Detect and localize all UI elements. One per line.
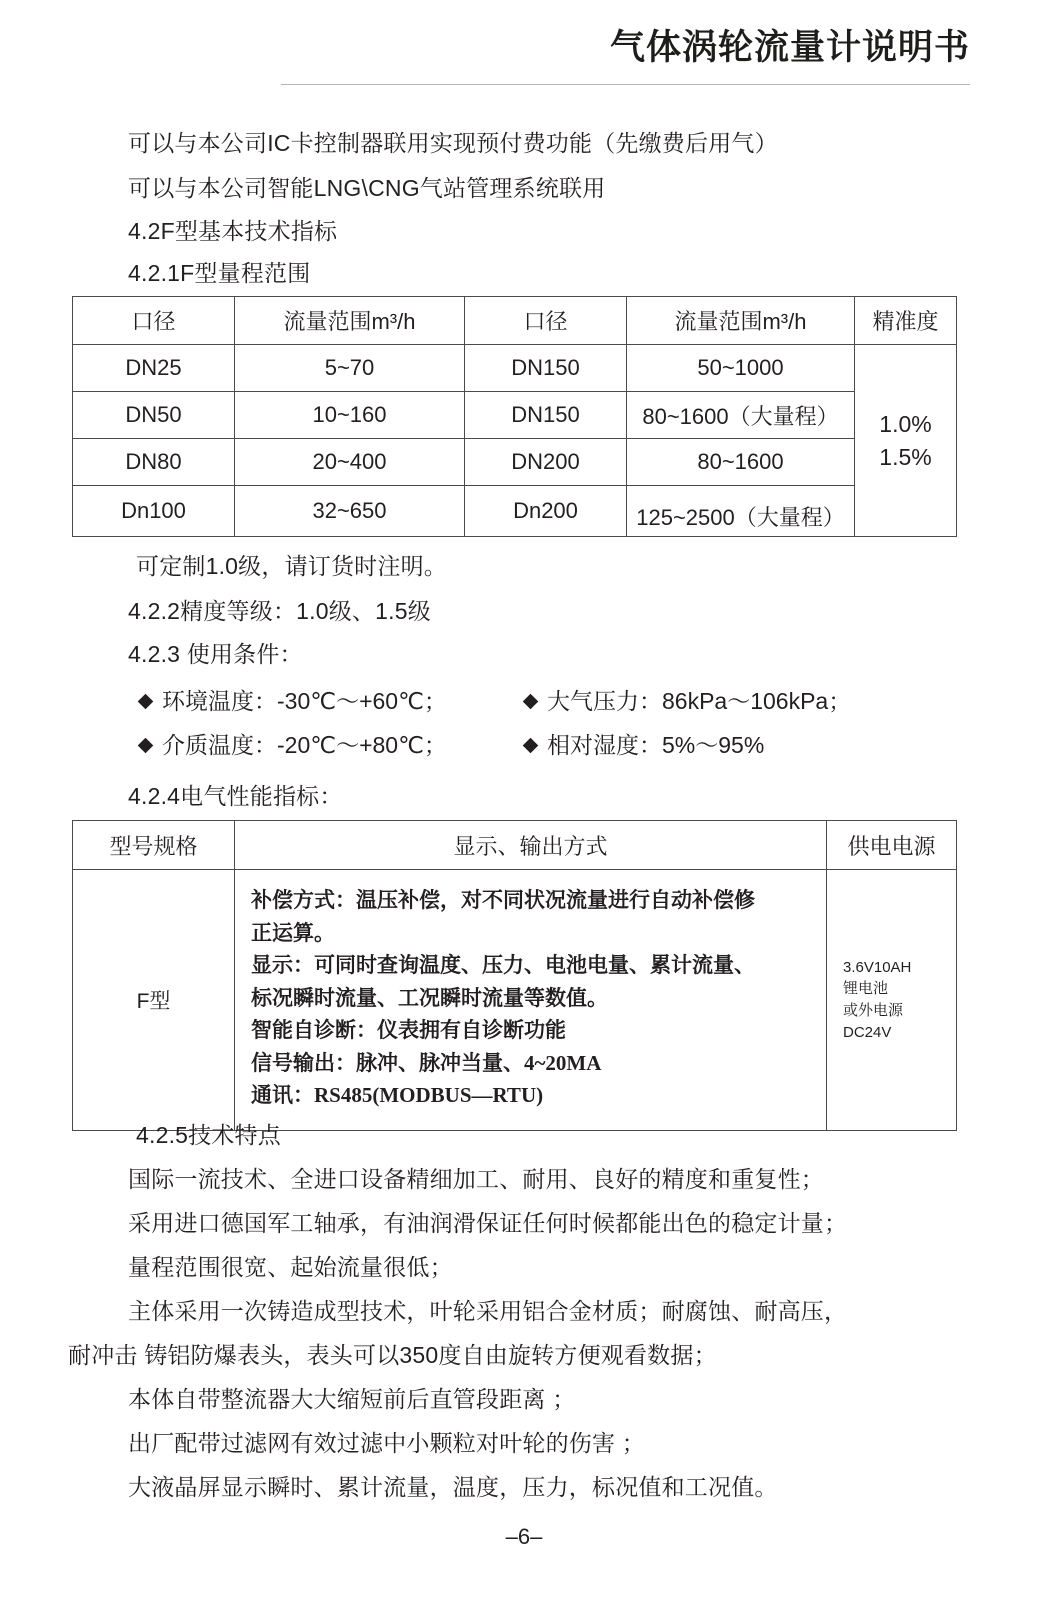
range-table — [72, 296, 957, 537]
cell-flow-1: 10~160 — [235, 392, 465, 439]
accuracy-value-1: 1.0% — [879, 410, 932, 437]
cell-diameter-1: DN50 — [73, 392, 235, 439]
cell-diameter-1: DN80 — [73, 439, 235, 486]
feature-item: 本体自带整流器大大缩短前后直管段距离 ； — [128, 1386, 576, 1412]
power-line: DC24V — [843, 1023, 892, 1041]
page-number: –6– — [505, 1524, 543, 1549]
section-heading-4-2-3: 4.2.3 使用条件： — [128, 641, 303, 667]
page-title: 气体涡轮流量计说明书 — [609, 28, 970, 67]
cell-diameter-2: Dn200 — [465, 486, 627, 537]
custom-grade-note: 可定制1.0级，请订货时注明。 — [136, 553, 447, 579]
display-line: 补偿方式：温压补偿，对不同状况流量进行自动补偿修 — [251, 888, 755, 912]
feature-item: 国际一流技术、全进口设备精细加工、耐用、良好的精度和重复性； — [128, 1166, 824, 1192]
condition-label: 相对湿度：5%～95% — [547, 732, 765, 758]
diamond-bullet-icon — [138, 694, 154, 710]
cell-flow-1: 5~70 — [235, 345, 465, 392]
section-heading-4-2-4: 4.2.4电气性能指标： — [128, 783, 343, 809]
power-line: 或外电源 — [843, 1002, 904, 1019]
table-row — [73, 345, 957, 392]
cell-flow-1: 32~650 — [235, 486, 465, 537]
cell-display-output — [235, 870, 827, 1131]
condition-label: 大气压力：86kPa～106kPa； — [547, 688, 852, 714]
cell-diameter-1: Dn100 — [73, 486, 235, 537]
section-heading-4-2-5: 4.2.5技术特点 — [136, 1122, 281, 1148]
display-line: 正运算。 — [251, 920, 335, 945]
column-header-flowrange-2: 流量范围m³/h — [627, 297, 855, 345]
column-header-model: 型号规格 — [73, 821, 235, 870]
column-header-diameter-1: 口径 — [73, 297, 235, 345]
cell-diameter-2: DN200 — [465, 439, 627, 486]
cell-flow-2: 50~1000 — [627, 345, 855, 392]
intro-line-2: 可以与本公司智能LNG\CNG气站管理系统联用 — [128, 175, 606, 201]
cell-flow-2: 80~1600（大量程） — [627, 392, 855, 439]
cell-diameter-1: DN25 — [73, 345, 235, 392]
feature-item: 出厂配带过滤网有效过滤中小颗粒对叶轮的伤害 ； — [128, 1430, 645, 1456]
table-header-row — [73, 297, 957, 345]
section-heading-4-2-1: 4.2.1F型量程范围 — [128, 260, 311, 286]
column-header-power-supply: 供电电源 — [827, 821, 957, 870]
feature-item: 量程范围很宽、起始流量很低； — [128, 1254, 453, 1280]
cell-flow-1: 20~400 — [235, 439, 465, 486]
table-row — [73, 870, 957, 1131]
display-line: 智能自诊断：仪表拥有自诊断功能 — [251, 1018, 566, 1043]
table-header-row — [73, 821, 957, 870]
cell-diameter-2: DN150 — [465, 345, 627, 392]
display-line: 通讯：RS485(MODBUS—RTU) — [251, 1083, 544, 1108]
feature-item: 耐冲击 铸铝防爆表头，表头可以350度自由旋转方便观看数据； — [68, 1342, 717, 1368]
electrical-spec-table — [72, 820, 957, 1131]
column-header-flowrange-1: 流量范围m³/h — [235, 297, 465, 345]
cell-diameter-2: DN150 — [465, 392, 627, 439]
display-line: 标况瞬时流量、工况瞬时流量等数值。 — [251, 985, 608, 1010]
display-line: 显示：可同时查询温度、压力、电池电量、累计流量、 — [251, 953, 755, 978]
cell-flow-2: 80~1600 — [627, 439, 855, 486]
power-line: 3.6V10AH — [843, 958, 912, 976]
condition-label: 环境温度：-30℃～+60℃； — [162, 688, 447, 714]
table-row — [73, 439, 957, 486]
power-line: 锂电池 — [843, 980, 889, 998]
display-line: 信号输出：脉冲、脉冲当量、4~20MA — [251, 1050, 602, 1075]
condition-ambient-temperature — [140, 690, 447, 713]
table-row — [73, 392, 957, 439]
cell-accuracy — [855, 345, 957, 537]
column-header-diameter-2: 口径 — [465, 297, 627, 345]
column-header-display-output: 显示、输出方式 — [235, 821, 827, 870]
table-row — [73, 486, 957, 537]
feature-item: 主体采用一次铸造成型技术，叶轮采用铝合金材质；耐腐蚀、耐高压， — [128, 1298, 848, 1324]
section-heading-4-2: 4.2F型基本技术指标 — [128, 218, 338, 244]
cell-power-supply — [827, 870, 957, 1131]
diamond-bullet-icon — [523, 694, 539, 710]
section-heading-4-2-2: 4.2.2精度等级：1.0级、1.5级 — [128, 598, 431, 624]
diamond-bullet-icon — [523, 738, 539, 754]
condition-atmospheric-pressure — [525, 690, 851, 713]
column-header-accuracy: 精准度 — [855, 297, 957, 345]
cell-model: F型 — [73, 870, 235, 1131]
header-divider — [281, 84, 970, 85]
intro-line-1: 可以与本公司IC卡控制器联用实现预付费功能（先缴费后用气） — [128, 130, 778, 156]
feature-item: 大液晶屏显示瞬时、累计流量，温度，压力，标况值和工况值。 — [128, 1474, 778, 1500]
diamond-bullet-icon — [138, 738, 154, 754]
condition-relative-humidity — [525, 734, 764, 757]
page-header — [0, 0, 1048, 96]
condition-label: 介质温度：-20℃～+80℃； — [162, 732, 447, 758]
cell-flow-2: 125~2500（大量程） — [627, 486, 855, 537]
condition-medium-temperature — [140, 734, 447, 757]
feature-item: 采用进口德国军工轴承，有油润滑保证任何时候都能出色的稳定计量； — [128, 1210, 848, 1236]
accuracy-value-2: 1.5% — [879, 443, 932, 470]
